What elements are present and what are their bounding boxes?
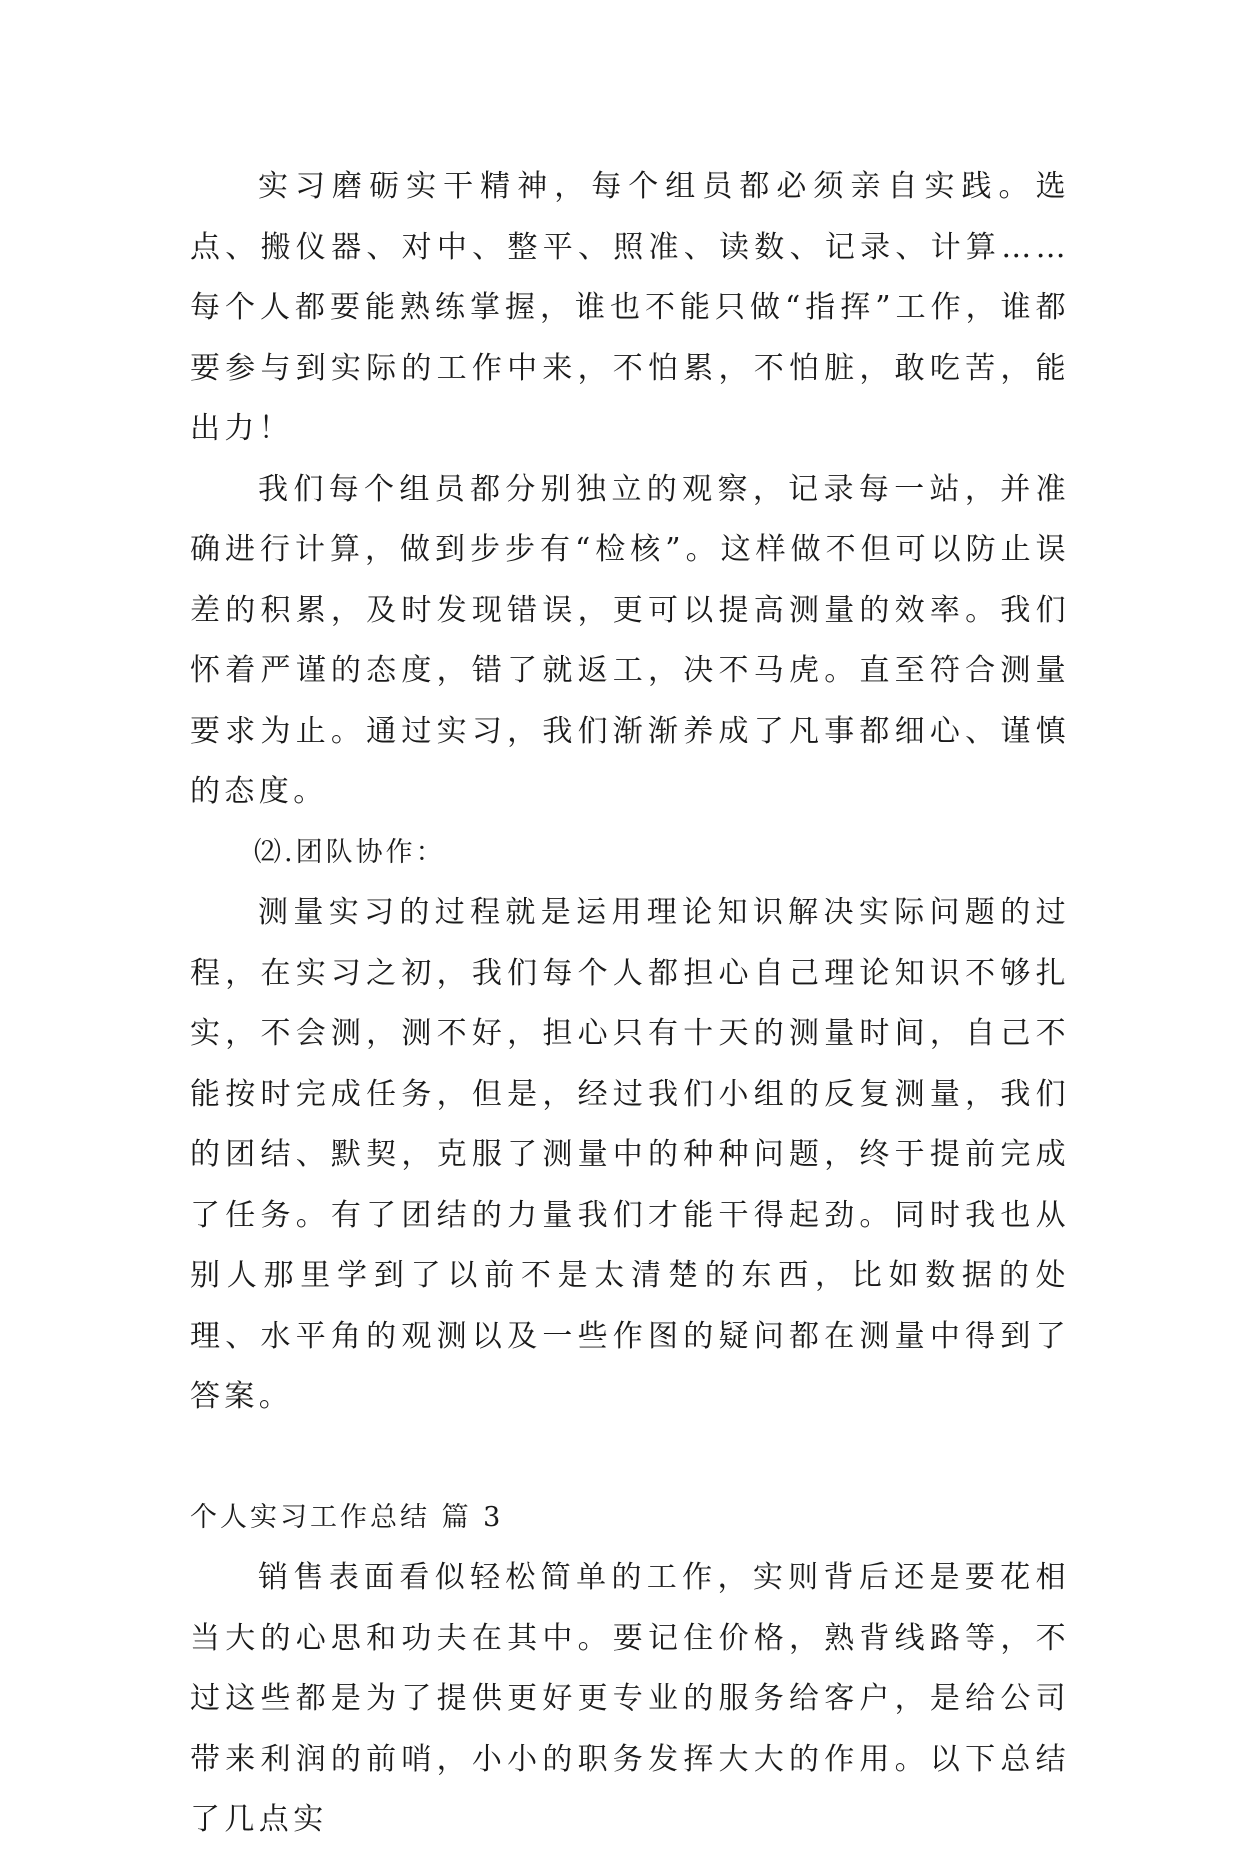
item-heading-teamwork: ⑵.团队协作： [254, 836, 446, 868]
paragraph-practice-spirit: 实习磨砺实干精神，每个组员都必须亲自实践。选点、搬仪器、对中、整平、照准、读数、记录、计算……每个人都要能熟练掌握，谁也不能只做“指挥”工作，谁都要参与到实际的工作中来，不怕累，不怕脏，敢吃苦，能出力！ [190, 169, 1070, 446]
paragraph-teamwork: 测量实习的过程就是运用理论知识解决实际问题的过程，在实习之初，我们每个人都担心自己理论知识不够扎实，不会测，测不好，担心只有十天的测量时间，自己不能按时完成任务，但是，经过我们小组的反复测量，我们的团结、默契，克服了测量中的种种问题，终于提前完成了任务。有了团结的力量我们才能干得起劲。同时我也从别人那里学到了以前不是太清楚的东西，比如数据的处理、水平角的观测以及一些作图的疑问都在测量中得到了答案。 [190, 895, 1070, 1414]
section-title: 个人实习工作总结 篇 3 [190, 1501, 504, 1533]
paragraph-sales: 销售表面看似轻松简单的工作，实则背后还是要花相当大的心思和功夫在其中。要记住价格，熟背线路等，不过这些都是为了提供更好更专业的服务给客户，是给公司带来利润的前哨，小小的职务发挥大大的作用。以下总结了几点实 [190, 1560, 1070, 1837]
document-body [190, 157, 1070, 1851]
section-spacer [190, 1428, 1070, 1488]
paragraph-independent-observation: 我们每个组员都分别独立的观察，记录每一站，并准确进行计算，做到步步有“检核”。这样做不但可以防止误差的积累，及时发现错误，更可以提高测量的效率。我们怀着严谨的态度，错了就返工，决不马虎。直至符合测量要求为止。通过实习，我们渐渐养成了凡事都细心、谨慎的态度。 [190, 471, 1070, 809]
